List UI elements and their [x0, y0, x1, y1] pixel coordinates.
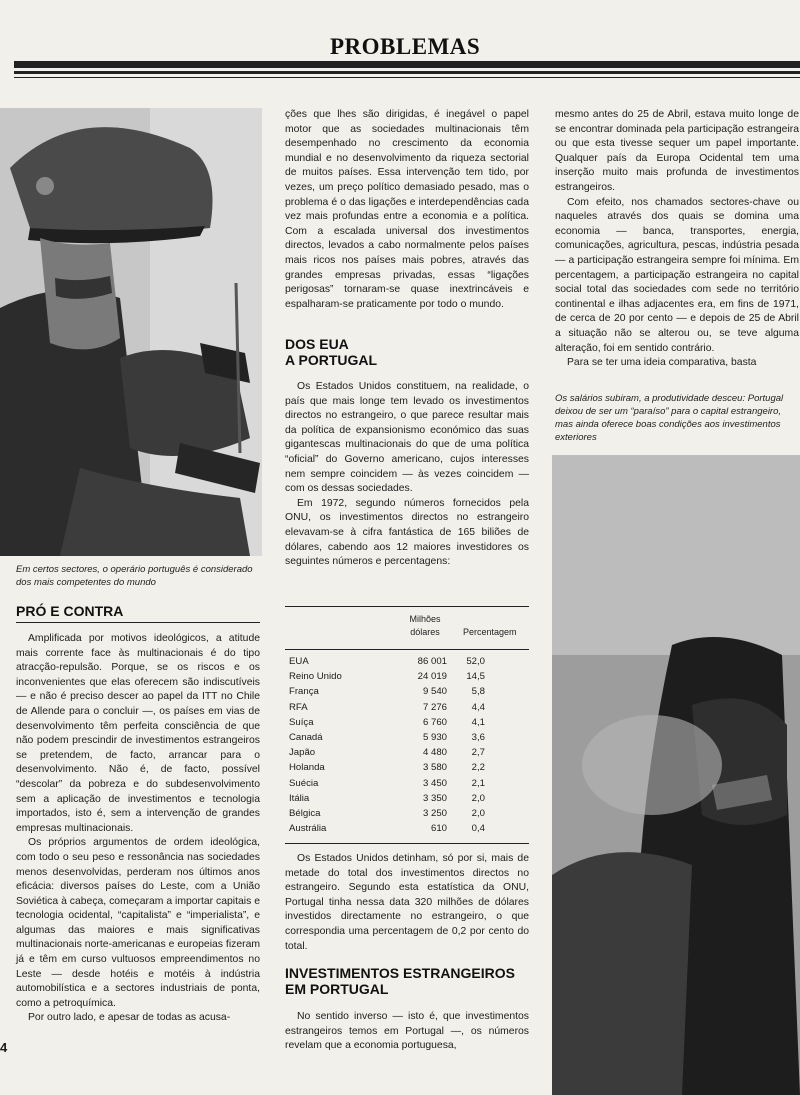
country-cell: EUA	[289, 656, 309, 667]
value-cell: 7 276	[422, 701, 447, 713]
paragraph: Os Estados Unidos constituem, na realidade, o país que mais longe tem levado os investimentos directos no estrangeiro, o que parece resultar mais da política de expansionismo económico das suas gigantescas multinacionais do que de uma política “oficial” do Governo americano, cujos interesses nem sempre coincidem — às vezes coincidem — com os dessas sociedades.	[285, 381, 529, 495]
value-cell: 610	[430, 823, 447, 835]
paragraph: ções que lhes são dirigidas, é inegável o papel motor que as sociedades multinacionais têm desempenhado no crescimento da economia mundial e no desenvolvimento da riqueza sectorial de muitos países. Essa intervenção tem tido, por vezes, um preço político demasiado pesado, mas o problema é o das ligações e interdependências cada vez mais profundas entre a economia e a política. Com a escalada universal dos investimentos directos, levados a cabo normalmente pelos países mais ricos nos países mais pobres, através das grandes empresas privadas, essas “ligações perigosas” tornaram-se quase inextrincáveis e espalharam-se praticamente por todo o mundo.	[285, 109, 529, 310]
table-row	[285, 792, 529, 805]
value-cell: 86 001	[417, 656, 447, 667]
header-rule	[14, 61, 800, 68]
paragraph: Com efeito, nos chamados sectores-chave ou naqueles através dos quais se domina uma economia — banca, transportes, energia, comunicações, agricultura, pescas, indústria pesada — a participação estrangeira sempre foi mínima. Em percentagem, a participação estrangeira no capital social total das sociedades com sede no território continental e ilhas adjacentes era, em fins de 1971, de cerca de 20 por cento — e depois de 25 de Abril a situação não se alterou ou, se teve alguma alteração, foi em sentido contrário.	[555, 196, 799, 354]
percentage-cell: 4,4	[471, 701, 485, 713]
value-cell: 6 760	[422, 716, 447, 728]
table-row	[285, 716, 529, 729]
page-number: 4	[0, 1040, 8, 1055]
value-cell: 9 540	[422, 686, 447, 698]
table-header-line: dólares	[410, 627, 440, 637]
value-cell: 3 580	[422, 762, 447, 774]
heading-rule	[16, 622, 260, 623]
country-cell: Itália	[289, 792, 310, 804]
country-cell: Suíça	[289, 716, 314, 728]
country-cell: França	[289, 686, 319, 698]
table-row	[285, 655, 529, 668]
header-rule	[14, 77, 800, 78]
photo-caption: Em certos sectores, o operário português é considerado dos mais competentes do mundo	[16, 564, 253, 588]
paragraph: mesmo antes do 25 de Abril, estava muito longe de se encontrar dominada pela participação estrangeira ou que esta tivesse sequer um papel importante. Qualquer país da Europa Ocidental tem uma inserção muito mais profunda de investimentos estrangeiros.	[555, 109, 799, 193]
table-row	[285, 670, 529, 683]
welder-photo	[0, 108, 262, 556]
table-row	[285, 746, 529, 759]
section-title: PROBLEMAS	[330, 34, 481, 59]
country-cell: Suécia	[289, 777, 319, 789]
table-header-line: Milhões	[409, 614, 441, 624]
article-column	[285, 852, 529, 954]
table-rule	[285, 649, 529, 650]
paragraph: Em 1972, segundo números fornecidos pela ONU, os investimentos directos no estrangeiro elevavam-se à cifra fantástica de 165 biliões de dólares, cabendo aos 12 maiores investidores os seguintes números e percentagens:	[285, 497, 529, 568]
table-row	[285, 685, 529, 698]
value-cell: 4 480	[422, 747, 447, 759]
heading-line: INVESTIMENTOS ESTRANGEIROS	[285, 965, 515, 981]
table-row	[285, 822, 529, 835]
percentage-cell: 52,0	[466, 656, 485, 667]
section-heading	[285, 336, 525, 368]
article-column	[16, 632, 260, 1026]
article-column	[285, 380, 529, 570]
paragraph: Por outro lado, e apesar de todas as acusa-	[28, 1012, 231, 1024]
section-heading	[285, 965, 535, 997]
paragraph: Os próprios argumentos de ordem ideológica, com todo o seu peso e ressonância nas sociedades menos desenvolvidas, perderam nos últimos anos eficácia: diversos países do Leste, com a União Soviética à cabeça, começaram a importar capitais e tecnologia ocidental, “capitalista” e “imperialista”, e algumas das maiores e mais significativas multinacionais norte-americanas e europeias fizeram já e têm em curso vultuosos empreendimentos no Leste — desde hotéis e motéis à indústria automobilística e a sectores industriais de ponta, como a petroquímica.	[16, 837, 260, 1009]
paragraph: Amplificada por motivos ideológicos, a atitude mais corrente face às multinacionais é do tipo atracção-repulsão. Porque, se os riscos e os inconvenientes que elas oferecem são indiscutíveis — e não é preciso descer ao papel da ITT no Chile de Allende para o concluir —, os países em vias de desenvolvimento têm perfeita consciência de que não podem prescindir de investimentos estrangeiros se pretendem, de facto, arrancar para o desenvolvimento. Não é, de facto, possível “descolar” da pobreza e do subdesenvolvimento sem a aplicação de investimentos e tecnologia importados, isto é, sem a intervenção de grandes empresas multinacionais.	[16, 633, 260, 834]
percentage-cell: 2,0	[471, 792, 485, 804]
country-cell: Reino Unido	[289, 671, 342, 683]
percentage-cell: 2,2	[471, 762, 485, 774]
percentage-cell: 5,8	[471, 686, 485, 698]
article-column	[285, 108, 529, 312]
table-header-millions	[395, 613, 455, 639]
heading-line: DOS EUA	[285, 336, 349, 352]
table-row	[285, 761, 529, 774]
percentage-cell: 14,5	[466, 671, 485, 683]
percentage-cell: 3,6	[471, 732, 485, 743]
percentage-cell: 2,1	[471, 777, 485, 789]
table-header-percentage: Percentagem	[463, 627, 517, 637]
percentage-cell: 2,0	[471, 808, 485, 819]
table-row	[285, 807, 529, 820]
header-rule	[14, 71, 800, 74]
paragraph: No sentido inverso — isto é, que investimentos estrangeiros temos em Portugal —, os números revelam que a economia portuguesa,	[285, 1011, 529, 1052]
value-cell: 3 250	[422, 808, 447, 819]
table-row	[285, 731, 529, 744]
paragraph: Para se ter uma ideia comparativa, basta	[567, 357, 757, 369]
paragraph: Os Estados Unidos detinham, só por si, mais de metade do total dos investimentos directos no estrangeiro. Segundo esta estatística da ONU, Portugal tinha nessa data 320 milhões de dólares investidos directamente no estrangeiro, o que correspondia uma percentagem de 0,2 por cento do total.	[285, 853, 529, 952]
country-cell: Holanda	[289, 762, 325, 774]
value-cell: 24 019	[417, 671, 447, 683]
percentage-cell: 2,7	[471, 747, 485, 759]
value-cell: 5 930	[422, 732, 447, 743]
investment-table	[285, 606, 529, 844]
country-cell: Austrália	[289, 823, 327, 835]
section-heading: PRÓ E CONTRA	[16, 603, 124, 619]
article-column	[555, 108, 799, 371]
percentage-cell: 4,1	[471, 716, 485, 728]
value-cell: 3 450	[422, 777, 447, 789]
country-cell: Japão	[289, 747, 316, 759]
heading-line: EM PORTUGAL	[285, 981, 389, 997]
photo-caption: Os salários subiram, a produtividade desceu: Portugal deixou de ser um “paraíso” para o capital estrangeiro, mas ainda oferece boas condições aos investimentos exteriores	[555, 393, 784, 443]
table-row	[285, 701, 529, 714]
percentage-cell: 0,4	[471, 823, 485, 835]
table-row	[285, 777, 529, 790]
article-column	[285, 1010, 529, 1054]
country-cell: Bélgica	[289, 808, 321, 819]
value-cell: 3 350	[422, 792, 447, 804]
heading-line: A PORTUGAL	[285, 352, 378, 368]
furnace-photo	[552, 455, 800, 1095]
country-cell: Canadá	[289, 732, 323, 743]
country-cell: RFA	[289, 701, 308, 713]
